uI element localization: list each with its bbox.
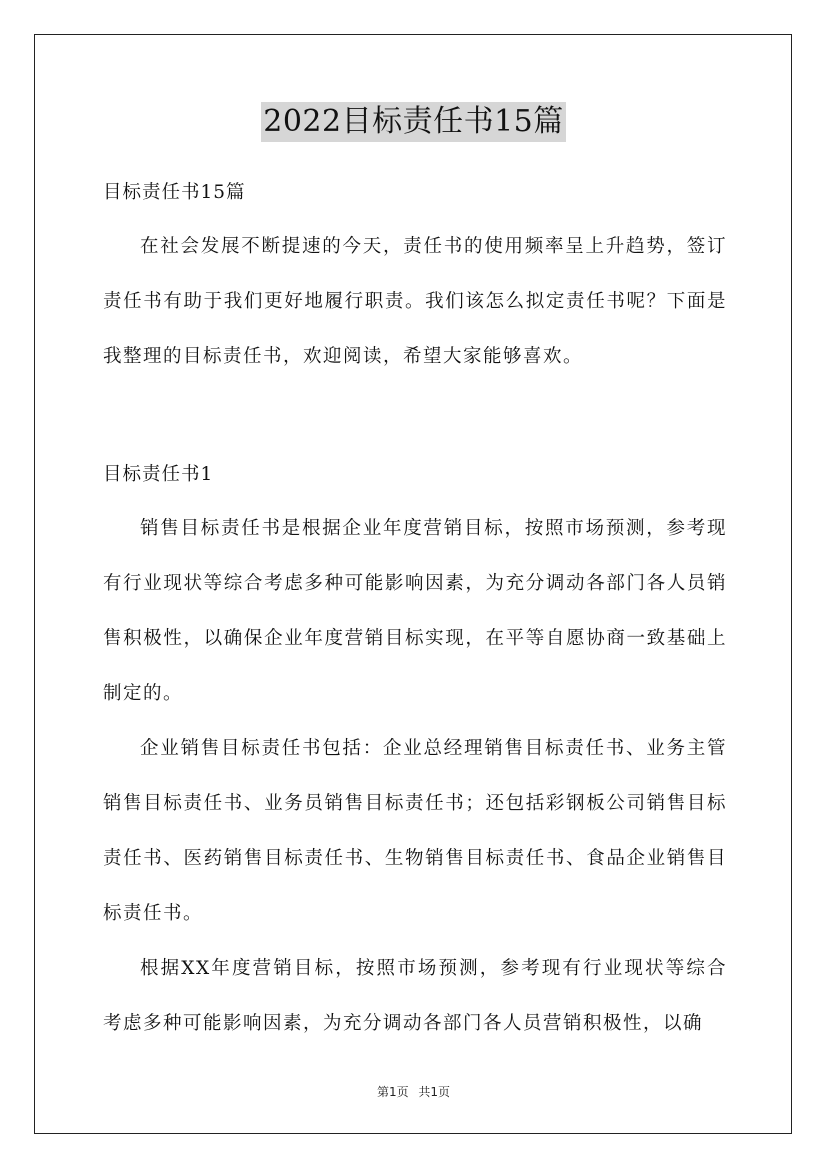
intro-heading: 目标责任书15篇 <box>103 182 246 203</box>
section1-paragraph-3: 根据XX年度营销目标，按照市场预测，参考现有行业现状等综合考虑多种可能影响因素，为充分调动各部门各人员营销积极性，以确 <box>103 958 727 1034</box>
section1-paragraph-1: 销售目标责任书是根据企业年度营销目标，按照市场预测，参考现有行业现状等综合考虑多种可能影响因素，为充分调动各部门各人员销售积极性，以确保企业年度营销目标实现，在平等自愿协商一致基础上制定的。 <box>103 518 727 704</box>
section-spacer <box>103 384 727 454</box>
page-footer <box>0 1083 827 1100</box>
section1-paragraph-2: 企业销售目标责任书包括：企业总经理销售目标责任书、业务主管销售目标责任书、业务员销售目标责任书；还包括彩钢板公司销售目标责任书、医药销售目标责任书、生物销售目标责任书、食品企业销售目标责任书。 <box>103 738 727 924</box>
page-number-current: 第1页 <box>376 1085 409 1099</box>
title-container <box>0 102 827 142</box>
document-title: 2022目标责任书15篇 <box>261 102 566 142</box>
section1-heading: 目标责任书1 <box>103 464 214 485</box>
intro-paragraph: 在社会发展不断提速的今天，责任书的使用频率呈上升趋势，签订责任书有助于我们更好地履行职责。我们该怎么拟定责任书呢？下面是我整理的目标责任书，欢迎阅读，希望大家能够喜欢。 <box>103 236 727 367</box>
page-number-total: 共1页 <box>418 1085 451 1099</box>
document-body <box>103 176 727 1051</box>
